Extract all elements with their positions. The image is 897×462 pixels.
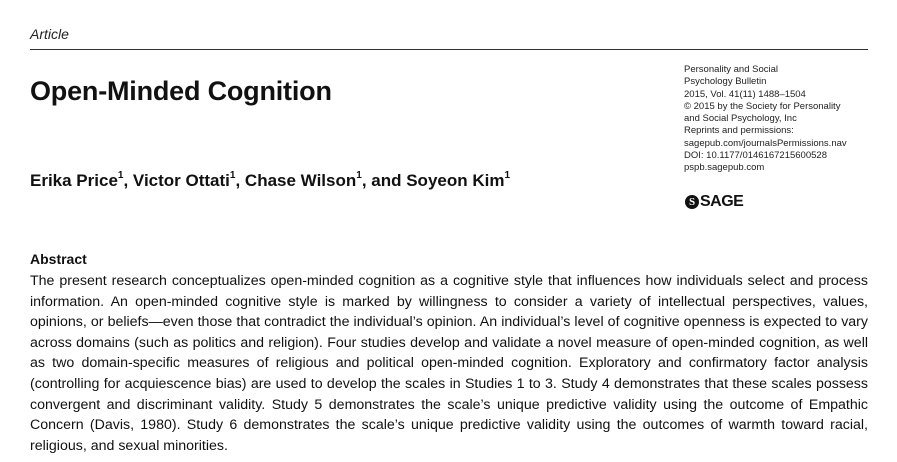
copyright-line: and Social Psychology, Inc <box>684 113 797 125</box>
author-affiliation-marker: 1 <box>356 170 362 182</box>
author-separator: , and <box>361 171 407 190</box>
author-affiliation-marker: 1 <box>504 170 511 182</box>
author-name: Soyeon Kim <box>406 171 505 190</box>
header-rule <box>30 49 868 50</box>
author-separator: , <box>123 171 133 190</box>
author-affiliation-marker: 1 <box>229 170 236 182</box>
paper-title: Open-Minded Cognition <box>30 76 332 106</box>
doi-line[interactable]: DOI: 10.1177/0146167215600528 <box>684 150 827 162</box>
author-name: Chase Wilson <box>244 171 357 190</box>
sage-logo-text: SAGE <box>700 193 744 210</box>
reprints-line: Reprints and permissions: <box>684 125 794 137</box>
copyright-line: © 2015 by the Society for Personality <box>684 100 841 112</box>
journal-line: Personality and Social <box>684 64 778 75</box>
abstract-heading: Abstract <box>30 251 87 267</box>
permissions-link[interactable]: sagepub.com/journalsPermissions.nav <box>684 137 847 149</box>
author-list <box>30 171 510 191</box>
journal-url[interactable]: pspb.sagepub.com <box>684 162 765 174</box>
journal-line: Psychology Bulletin <box>684 76 767 88</box>
author-affiliation-marker: 1 <box>117 170 124 182</box>
journal-info <box>684 64 884 175</box>
sage-s-circle-icon: S <box>685 195 699 209</box>
abstract-text: The present research conceptualizes open-minded cognition as a cognitive style that influences how individuals select and process information. An open-minded cognitive style is marked by willingness to consider a variety of intellectual perspectives, values, opinions, or beliefs—even those that contradict the individual’s opinion. An individual’s level of cognitive openness is expected to vary across domains (such as politics and religion). Four studies develop and validate a novel measure of open-minded cognition, as well as two domain-specific measures of religious and political open-minded cognition. Exploratory and confirmatory factor analysis (controlling for acquiescence bias) are used to develop the scales in Studies 1 to 3. Study 4 demonstrates that these scales possess convergent and discriminant validity. Study 5 demonstrates the scale’s unique predictive validity using the outcome of Empathic Concern (Davis, 1980). Study 6 demonstrates the scale’s unique predictive validity using the outcomes of warmth toward racial, religious, and sexual minorities. <box>30 273 868 454</box>
article-type-label: Article <box>30 26 69 42</box>
author-name: Victor Ottati <box>132 171 230 190</box>
author-separator: , <box>235 171 245 190</box>
journal-volume: 2015, Vol. 41(11) 1488–1504 <box>684 88 806 100</box>
sage-logo <box>685 192 743 212</box>
author-name: Erika Price <box>30 171 118 190</box>
